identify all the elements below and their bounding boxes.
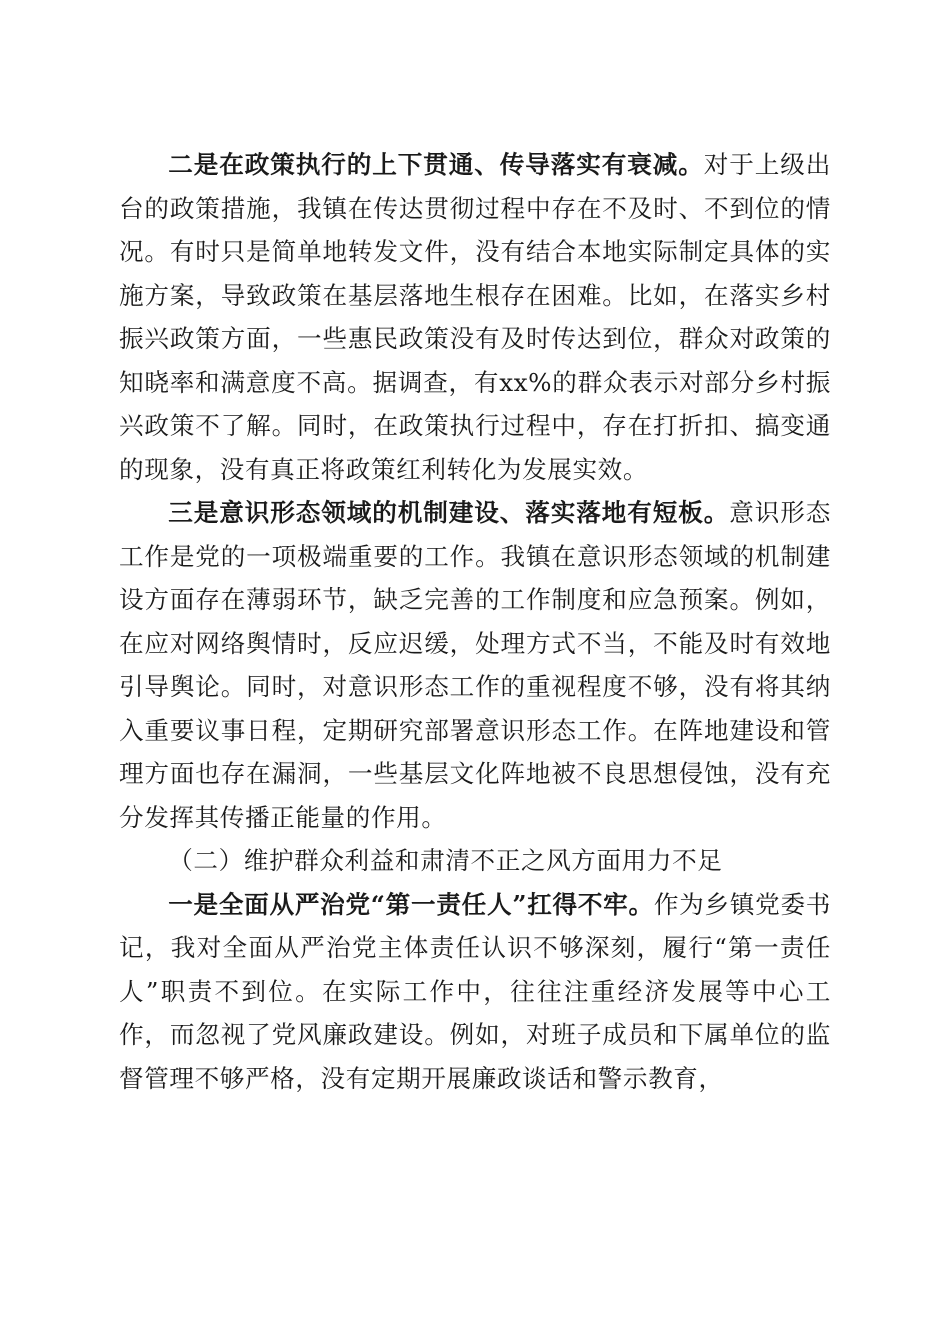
paragraph-lead-heading: 二是在政策执行的上下贯通、传导落实有衰减。	[168, 150, 704, 179]
paragraph-lead-heading: 三是意识形态领域的机制建设、落实落地有短板。	[168, 498, 730, 527]
paragraph-body-text: 意识形态工作是党的一项极端重要的工作。我镇在意识形态领域的机制建设方面存在薄弱环节，缺乏完善的工作制度和应急预案。例如，在应对网络舆情时，反应迟缓，处理方式不当，不能及时有效地引导舆论。同时，对意识形态工作的重视程度不够，没有将其纳入重要议事日程，定期研究部署意识形态工作。在阵地建设和管理方面也存在漏洞，一些基层文化阵地被不良思想侵蚀，没有充分发挥其传播正能量的作用。	[119, 498, 832, 832]
paragraph-party-responsibility	[119, 883, 831, 1101]
paragraph-policy-execution	[119, 143, 831, 491]
document-body	[119, 143, 831, 1100]
paragraph-lead-heading: 一是全面从严治党“第一责任人”扛得不牢。	[168, 889, 654, 919]
paragraph-body-text: 对于上级出台的政策措施，我镇在传达贯彻过程中存在不及时、不到位的情况。有时只是简单地转发文件，没有结合本地实际制定具体的实施方案，导致政策在基层落地生根存在困难。比如，在落实乡村振兴政策方面，一些惠民政策没有及时传达到位，群众对政策的知晓率和满意度不高。据调查，有xx%的群众表示对部分乡村振兴政策不了解。同时，在政策执行过程中，存在打折扣、搞变通的现象，没有真正将政策红利转化为发展实效。	[119, 150, 831, 484]
paragraph-body-text: 作为乡镇党委书记，我对全面从严治党主体责任认识不够深刻，履行“第一责任人”职责不到位。在实际工作中，往往注重经济发展等中心工作，而忽视了党风廉政建设。例如，对班子成员和下属单位的监督管理不够严格，没有定期开展廉政谈话和警示教育，	[119, 889, 832, 1093]
section-heading: （二）维护群众利益和肃清不正之风方面用力不足	[168, 846, 723, 875]
paragraph-ideology-mechanism	[119, 491, 831, 839]
